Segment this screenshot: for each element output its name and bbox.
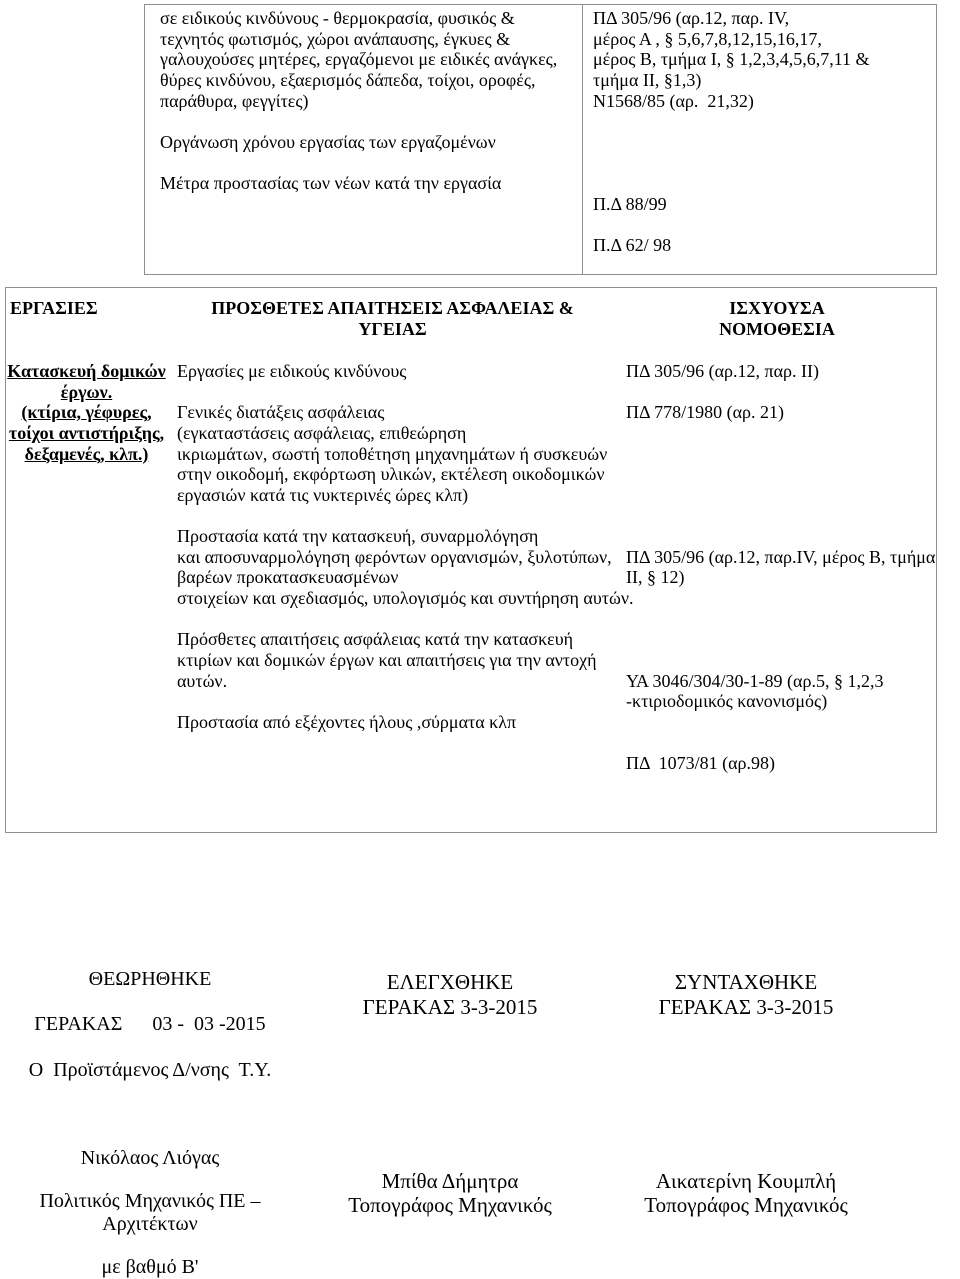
hazards-law-line: ΠΔ 305/96 (αρ.12, παρ. IV, bbox=[593, 8, 790, 28]
building-requirements-line: Πρόσθετες απαιτήσεις ασφάλειας κατά την κατασκευή bbox=[177, 629, 574, 650]
work-item-line: Κατασκευή δομικών bbox=[7, 361, 166, 381]
compiled-title: Τοπογράφος Μηχανικός bbox=[644, 1193, 848, 1217]
hazards-text-line: σε ειδικούς κινδύνους - θερμοκρασία, φυσικός & bbox=[160, 8, 515, 28]
compiled-name: Αικατερίνη Κουμπλή bbox=[655, 1169, 837, 1193]
reviewed-title-line: Πολιτικός Μηχανικός ΠΕ – bbox=[39, 1189, 261, 1212]
assembly-protection-law-line: ΠΔ 305/96 (αρ.12, παρ.IV, μέρος Β, τμήμα bbox=[626, 546, 936, 567]
work-item-line: δεξαμενές, κλπ.) bbox=[24, 443, 149, 464]
hazards-law-line: μέρος Α , § 5,6,7,8,12,15,16,17, bbox=[593, 28, 822, 49]
header-works bbox=[10, 298, 160, 319]
reviewed-role: Ο Προϊστάμενος Δ/νσης Τ.Υ. bbox=[28, 1058, 272, 1081]
general-safety-line: στην οικοδομή, εκφόρτωση υλικών, εκτέλεση οικοδομικών bbox=[177, 464, 605, 485]
reviewed-title-line: Αρχιτέκτων bbox=[102, 1212, 198, 1235]
assembly-protection-line: και αποσυναρμολόγηση φερόντων οργανισμών, ξυλοτύπων, bbox=[177, 546, 612, 567]
top-requirements-cell bbox=[145, 5, 583, 274]
special-hazards-law: ΠΔ 305/96 (αρ.12, παρ. ΙΙ) bbox=[626, 361, 819, 381]
reviewed-status: ΘΕΩΡΗΘΗΚΕ bbox=[88, 967, 212, 990]
working-time-text: Οργάνωση χρόνου εργασίας των εργαζομένων bbox=[160, 131, 496, 152]
hazards-law-line: μέρος Β, τμήμα Ι, § 1,2,3,4,5,6,7,11 & bbox=[593, 49, 870, 70]
youth-protection-text: Μέτρα προστασίας των νέων κατά την εργασία bbox=[160, 173, 502, 194]
building-requirements-line: αυτών. bbox=[177, 670, 228, 691]
general-safety-line: Γενικές διατάξεις ασφάλειας bbox=[177, 402, 385, 423]
building-requirements-line: κτιρίων και δομικών έργων και απαιτήσεις για την αντοχή bbox=[177, 649, 597, 670]
hazards-law-line: τμήμα ΙΙ, §1,3) bbox=[593, 69, 702, 90]
work-item-line: (κτίρια, γέφυρες, bbox=[21, 402, 152, 423]
assembly-protection-line: στοιχείων και σχεδιασμός, υπολογισμός και συντήρηση αυτών. bbox=[177, 588, 634, 609]
youth-law-1: Π.Δ 88/99 bbox=[593, 193, 667, 214]
checked-status: ΕΛΕΓΧΘΗΚΕ bbox=[386, 970, 514, 994]
work-item-line: έργων. bbox=[60, 381, 113, 402]
work-item-cell bbox=[6, 361, 167, 464]
reviewed-place-date: ΓΕΡΑΚΑΣ 03 - 03 -2015 bbox=[34, 1012, 266, 1035]
checked-name: Μπίθα Δήμητρα bbox=[381, 1169, 519, 1193]
header-requirements-line: ΠΡΟΣΘΕΤΕΣ ΑΠΑΙΤΗΣΕΙΣ ΑΣΦΑΛΕΙΑΣ & bbox=[211, 298, 574, 318]
reviewed-name: Νικόλαος Λιόγας bbox=[80, 1146, 220, 1169]
building-requirements-law-line: -κτιριοδομικός κανονισμός) bbox=[626, 691, 828, 712]
header-legislation bbox=[618, 298, 936, 339]
general-safety-line: ικριωμάτων, σωστή τοποθέτηση μηχανημάτων ή συσκευών bbox=[177, 443, 608, 464]
top-table bbox=[144, 4, 937, 275]
building-requirements-law-line: ΥΑ 3046/304/30-1-89 (αρ.5, § 1,2,3 bbox=[626, 670, 884, 691]
hazards-law-line: Ν1568/85 (αρ. 21,32) bbox=[593, 90, 754, 111]
compiled-place-date: ΓΕΡΑΚΑΣ 3-3-2015 bbox=[658, 995, 834, 1019]
special-hazards-text: Εργασίες με ειδικούς κινδύνους bbox=[177, 361, 407, 381]
checked-place-date: ΓΕΡΑΚΑΣ 3-3-2015 bbox=[362, 995, 538, 1019]
header-works-label: ΕΡΓΑΣΙΕΣ bbox=[10, 298, 98, 318]
youth-law-2: Π.Δ 62/ 98 bbox=[593, 235, 672, 256]
reviewed-grade: με βαθμό Β' bbox=[101, 1255, 199, 1278]
general-safety-law: ΠΔ 778/1980 (αρ. 21) bbox=[626, 402, 784, 423]
header-legislation-line: ΙΣΧΥΟΥΣΑ bbox=[729, 298, 825, 318]
requirements-cell bbox=[167, 361, 634, 733]
general-safety-line: εργασιών κατά τις νυκτερινές ώρες κλπ) bbox=[177, 484, 469, 505]
legislation-cell bbox=[618, 361, 936, 774]
hazards-text-line: θύρες κινδύνου, εξαερισμός δάπεδα, τοίχοι, οροφές, bbox=[160, 69, 536, 90]
compiled-status: ΣΥΝΤΑΧΘΗΚΕ bbox=[674, 970, 818, 994]
top-legislation-cell bbox=[583, 5, 936, 274]
assembly-protection-law-line: ΙΙ, § 12) bbox=[626, 567, 685, 588]
header-legislation-line: ΝΟΜΟΘΕΣΙΑ bbox=[719, 318, 835, 339]
nails-protection-text: Προστασία από εξέχοντες ήλους ,σύρματα κλπ bbox=[177, 711, 517, 732]
general-safety-line: (εγκαταστάσεις ασφάλειας, επιθεώρηση bbox=[177, 422, 467, 443]
hazards-text-line: παράθυρα, φεγγίτες) bbox=[160, 90, 309, 111]
checked-title: Τοπογράφος Μηχανικός bbox=[348, 1193, 552, 1217]
header-requirements bbox=[167, 298, 618, 339]
work-item-line: τοίχοι αντιστήριξης, bbox=[8, 422, 165, 443]
header-requirements-line: ΥΓΕΙΑΣ bbox=[358, 318, 427, 339]
assembly-protection-line: βαρέων προκατασκευασμένων bbox=[177, 567, 399, 588]
assembly-protection-line: Προστασία κατά την κατασκευή, συναρμολόγηση bbox=[177, 526, 539, 547]
nails-protection-law: ΠΔ 1073/81 (αρ.98) bbox=[626, 753, 775, 774]
works-table bbox=[5, 287, 937, 833]
hazards-text-line: γαλουχούσες μητέρες, εργαζόμενοι με ειδικές ανάγκες, bbox=[160, 49, 558, 70]
hazards-text-line: τεχνητός φωτισμός, χώροι ανάπαυσης, έγκυες & bbox=[160, 28, 511, 49]
